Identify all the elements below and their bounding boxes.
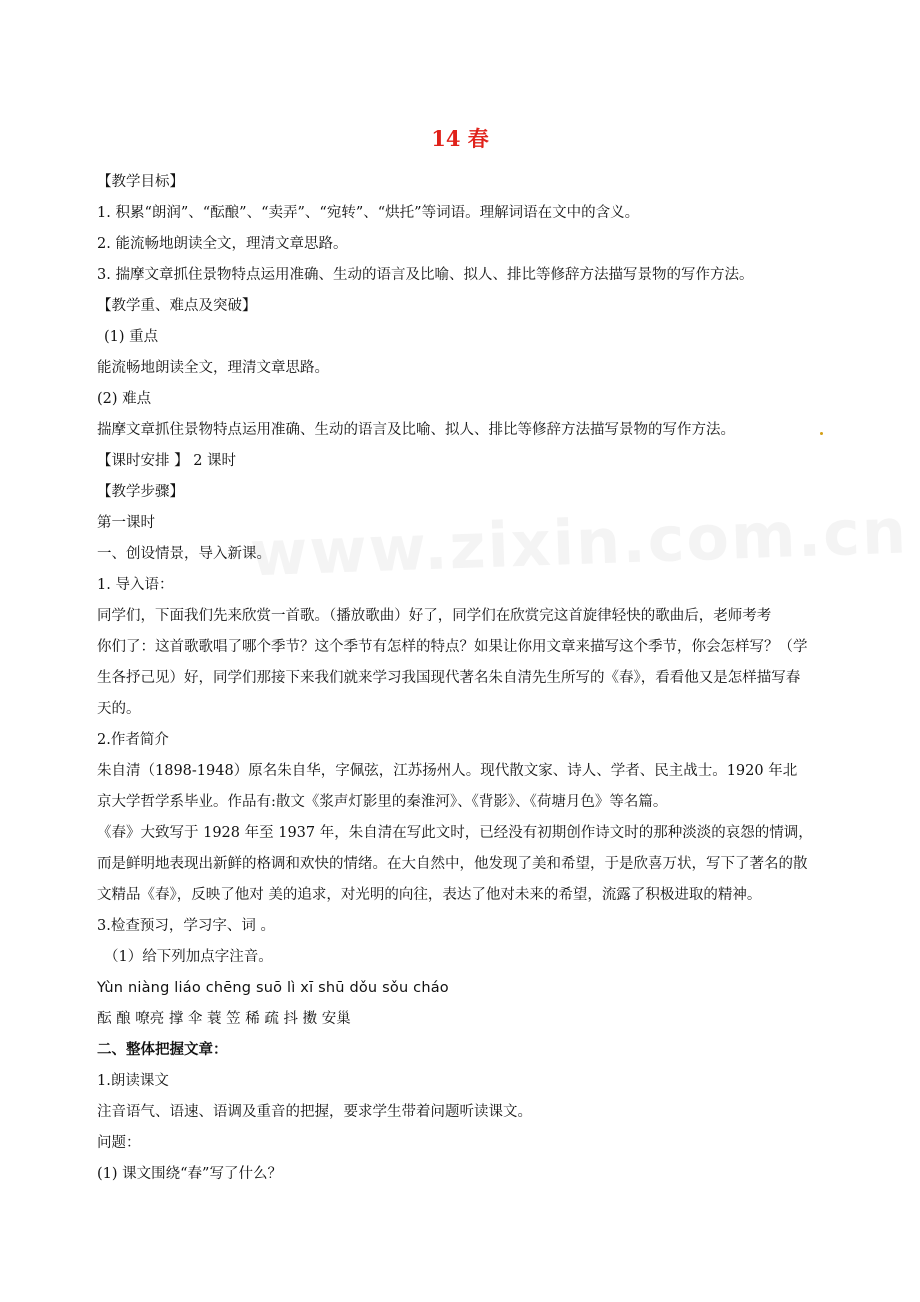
- read-text: 注音语气、语速、语调及重音的把握，要求学生带着问题听读课文。: [97, 1104, 532, 1120]
- pinyin-row: Yùn niàng liáo chēng suō lì xī shū dǒu sǒu cháo: [97, 980, 449, 996]
- intro-paragraph-line: 同学们，下面我们先来欣赏一首歌。（播放歌曲）好了，同学们在欣赏完这首旋律轻快的歌曲后，老师考考: [97, 608, 772, 624]
- goal-header: 【教学目标】: [97, 174, 184, 190]
- goal-3: 3. 揣摩文章抓住景物特点运用准确、生动的语言及比喻、拟人、排比等修辞方法描写景物的写作方法。: [97, 267, 754, 283]
- intro-paragraph-line: 天的。: [97, 701, 141, 717]
- spring-paragraph-line: 《春》大致写于 1928 年至 1937 年，朱自清在写此文时，已经没有初期创作诗文时的那种淡淡的哀怨的情调，: [97, 825, 813, 841]
- intro-label: 1. 导入语：: [97, 577, 174, 593]
- page-title: 14 春: [431, 126, 489, 151]
- steps-header: 【教学步骤】: [97, 484, 184, 500]
- check-heading: 3.检查预习，学习字、词 。: [97, 918, 275, 934]
- goal-2: 2. 能流畅地朗读全文，理清文章思路。: [97, 236, 348, 252]
- author-paragraph-line: 京大学哲学系毕业。作品有:散文《浆声灯影里的秦淮河》、《背影》、《荷塘月色》等名篇。: [97, 794, 668, 810]
- key-2-label: (2) 难点: [97, 391, 152, 407]
- author-paragraph-line: 朱自清（1898-1948）原名朱自华，字佩弦，江苏扬州人。现代散文家、诗人、学者、民主战士。1920 年北: [97, 763, 798, 779]
- question-label: 问题：: [97, 1135, 141, 1151]
- key-1-text: 能流畅地朗读全文，理清文章思路。: [97, 360, 329, 376]
- part-1-heading: 一、创设情景，导入新课。: [97, 546, 271, 562]
- goal-1: 1. 积累“朗润”、“酝酿”、“卖弄”、“宛转”、“烘托”等词语。理解词语在文中的含义。: [97, 205, 640, 221]
- key-1-label: (1) 重点: [104, 329, 159, 345]
- hours: 【课时安排 】 2 课时: [97, 453, 237, 469]
- intro-paragraph-line: 生各抒己见）好，同学们那接下来我们就来学习我国现代著名朱自清先生所写的《春》，看看他又是怎样描写春: [97, 670, 801, 686]
- read-label: 1.朗读课文: [97, 1073, 169, 1089]
- author-label: 2.作者简介: [97, 732, 169, 748]
- stray-mark-dot: [820, 432, 823, 435]
- key-header: 【教学重、难点及突破】: [97, 298, 257, 314]
- key-2-text: 揣摩文章抓住景物特点运用准确、生动的语言及比喻、拟人、排比等修辞方法描写景物的写作方法。: [97, 422, 735, 438]
- spring-paragraph-line: 而是鲜明地表现出新鲜的格调和欢快的情绪。在大自然中，他发现了美和希望，于是欣喜万状，写下了著名的散: [97, 856, 808, 872]
- first-period: 第一课时: [97, 515, 155, 531]
- question-1: (1) 课文围绕“春”写了什么？: [97, 1166, 282, 1182]
- spring-paragraph-line: 文精品《春》，反映了他对 美的追求，对光明的向往，表达了他对未来的希望，流露了积极进取的精神。: [97, 887, 762, 903]
- characters-row: 酝 酿 嘹亮 撑 伞 蓑 笠 稀 疏 抖 擞 安巢: [97, 1011, 351, 1027]
- watermark: www.zixin.com.cn: [248, 494, 910, 591]
- part-2-heading: 二、整体把握文章：: [97, 1041, 228, 1058]
- pinyin-task: （1）给下列加点字注音。: [104, 949, 273, 965]
- intro-paragraph-line: 你们了：这首歌歌唱了哪个季节？这个季节有怎样的特点？如果让你用文章来描写这个季节，你会怎样写？（学: [97, 639, 808, 655]
